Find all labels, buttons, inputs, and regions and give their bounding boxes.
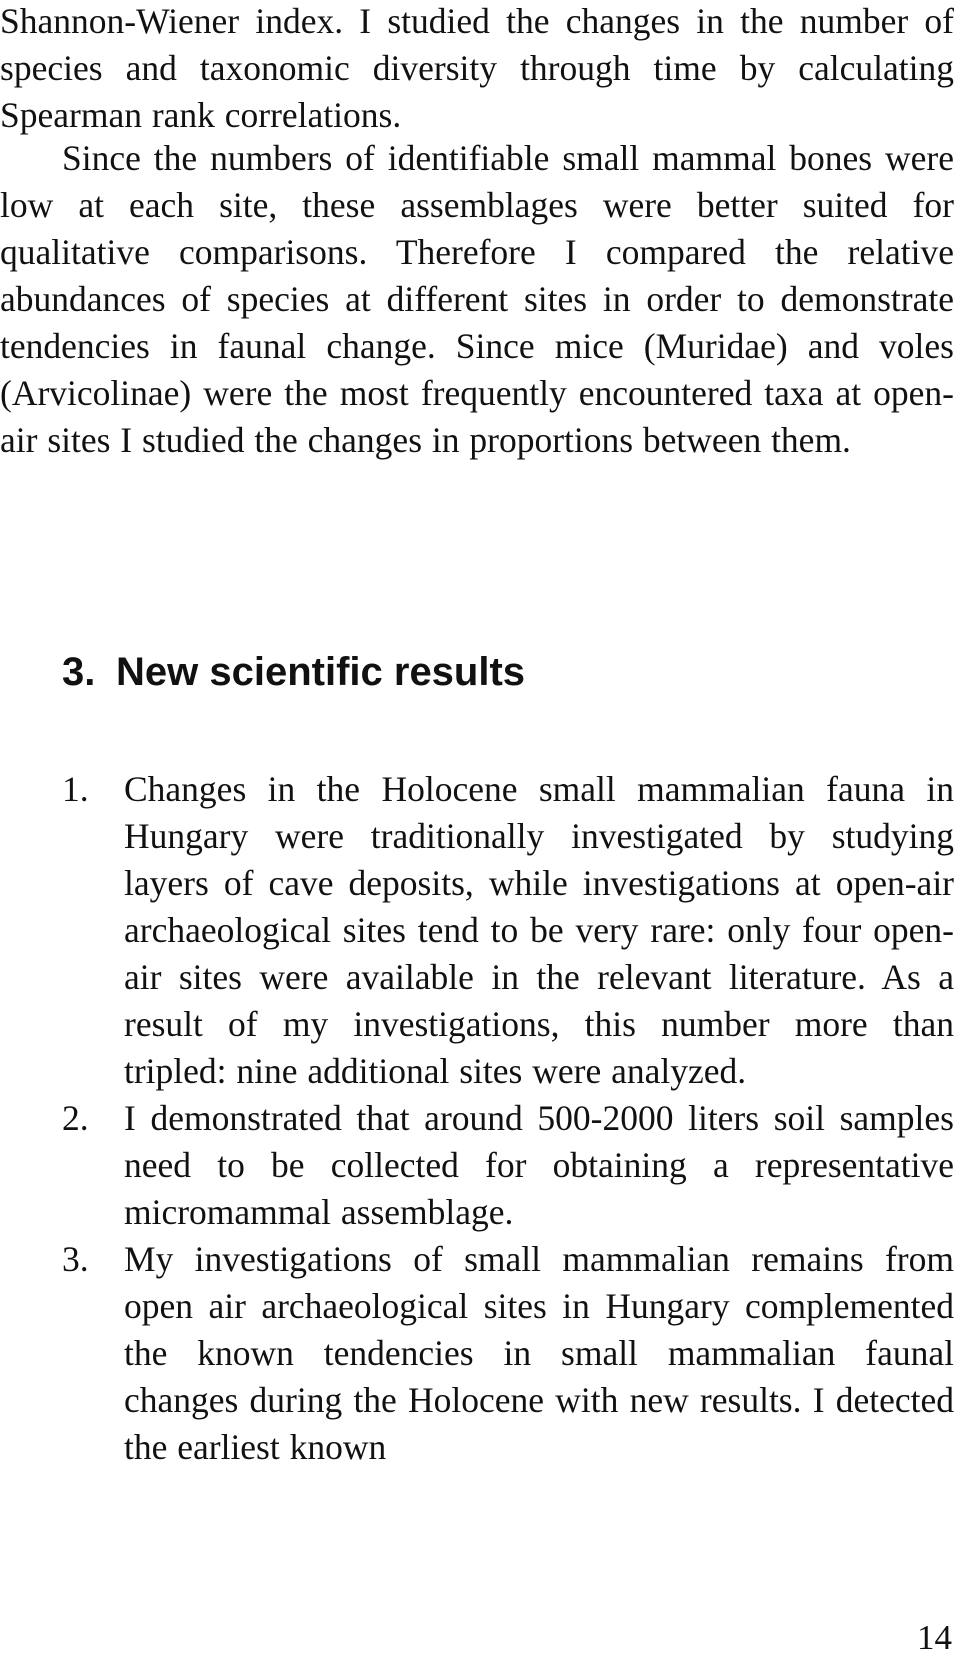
list-item xyxy=(0,1095,954,1236)
list-item-text: Changes in the Holocene small mammalian fauna in Hungary were traditionally investigated by studying layers of cave deposits, while investigations at open-air archaeological sites tend to be very rare: only four open-air sites were available in the relevant literature. As a result of my investigations, this number more than tripled: nine additional sites were analyzed. xyxy=(124,769,954,1091)
list-item-number: 1. xyxy=(62,769,89,809)
results-list xyxy=(0,766,954,1471)
list-item-number: 3. xyxy=(62,1239,89,1279)
section-number: 3. xyxy=(62,650,96,694)
section-heading xyxy=(62,648,525,696)
list-item xyxy=(0,1236,954,1471)
list-item xyxy=(0,766,954,1095)
list-item-text: I demonstrated that around 500-2000 liters soil samples need to be collected for obtaining a representative micromammal assemblage. xyxy=(124,1098,954,1232)
list-item-text: My investigations of small mammalian remains from open air archaeological sites in Hungary complemented the known tendencies in small mammalian faunal changes during the Holocene with new results. I detected the earliest known xyxy=(124,1239,954,1467)
paragraph-methods-diversity: Shannon-Wiener index. I studied the changes in the number of species and taxonomic diversity through time by calculating Spearman rank correlations. xyxy=(0,1,954,135)
section-title: New scientific results xyxy=(116,650,526,694)
paragraph-methods-comparisons: Since the numbers of identifiable small mammal bones were low at each site, these assemblages were better suited for qualitative comparisons. Therefore I compared the relative abundances of species at different sites in order to demonstrate tendencies in faunal change. Since mice (Muridae) and voles (Arvicolinae) were the most frequently encountered taxa at open-air sites I studied the changes in proportions between them. xyxy=(0,138,954,460)
page-number: 14 xyxy=(917,1618,952,1657)
list-item-number: 2. xyxy=(62,1098,89,1138)
